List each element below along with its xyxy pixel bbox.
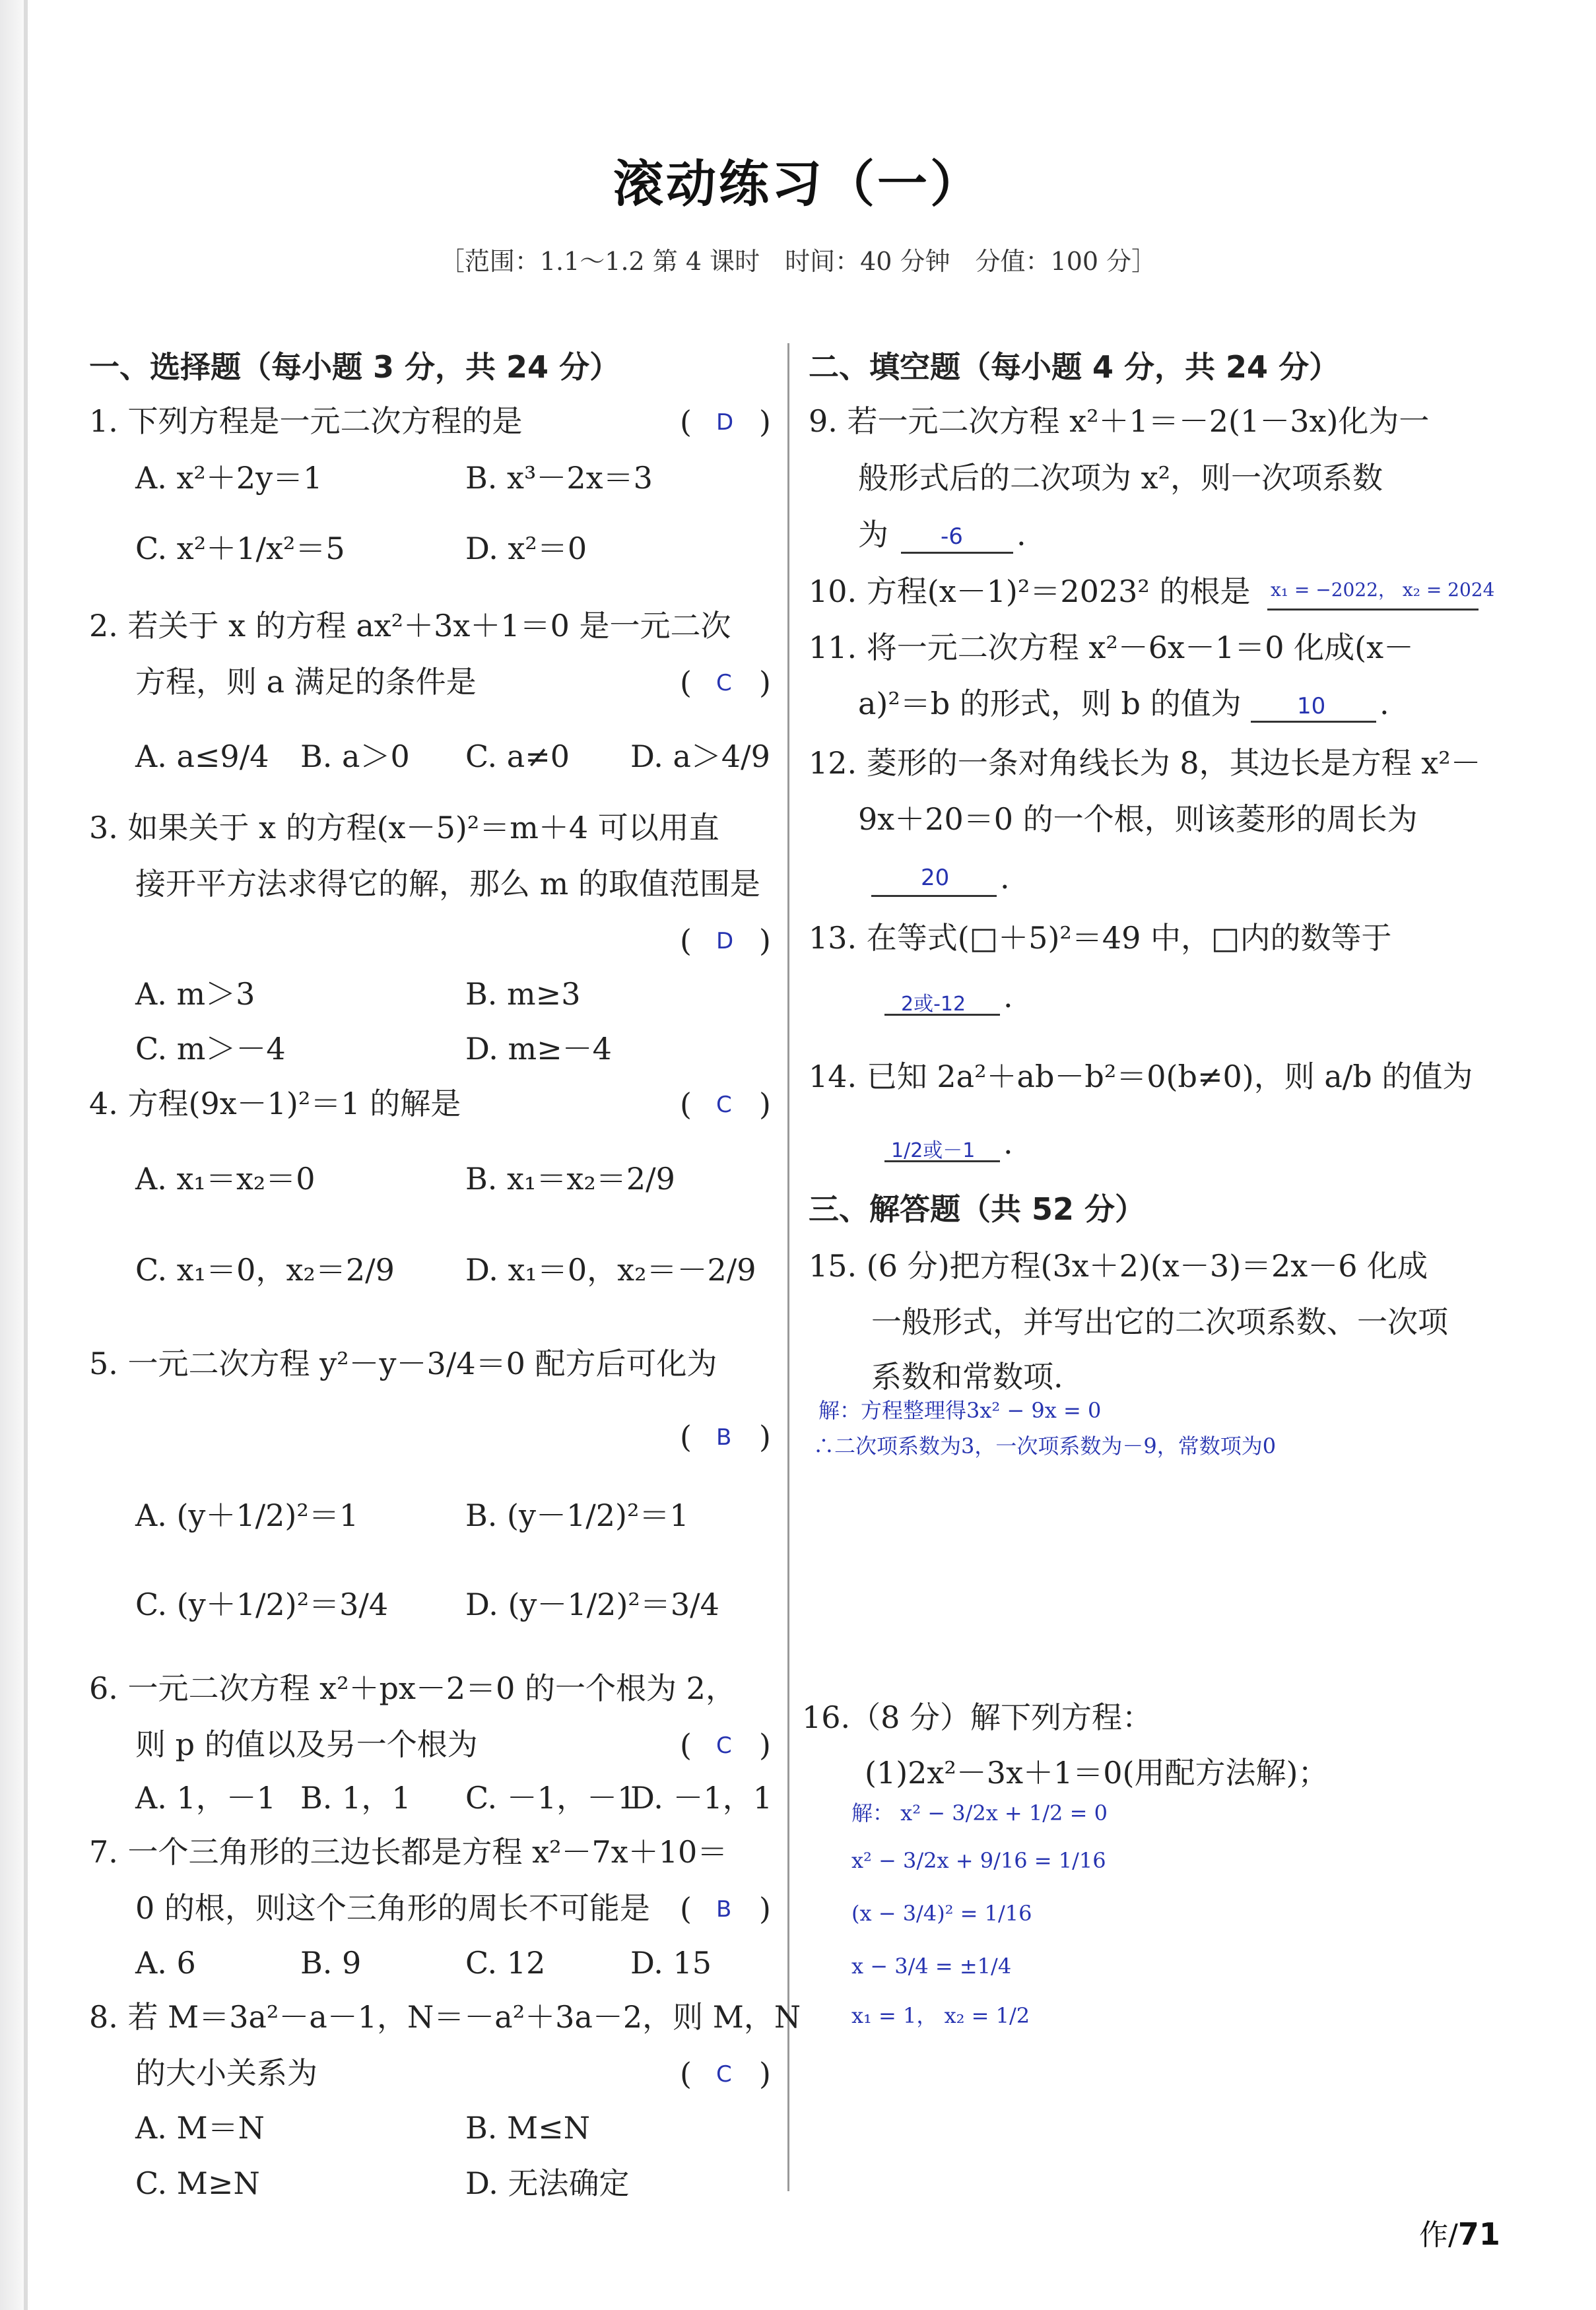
q7-paren-close: ) xyxy=(759,1891,771,1927)
q6-line1: 6. 一元二次方程 x²＋px－2＝0 的一个根为 2， xyxy=(89,1670,736,1706)
q4-option-b: B. x₁＝x₂＝2/9 xyxy=(465,1161,675,1197)
q8-line1: 8. 若 M＝3a²－a－1，N＝－a²＋3a－2，则 M，N xyxy=(89,1999,801,2035)
q12-period: . xyxy=(1000,860,1010,896)
q5-option-b: B. (y－1/2)²＝1 xyxy=(465,1498,689,1533)
q4-paren-open: ( xyxy=(680,1086,692,1122)
q2-answer: C xyxy=(716,670,732,696)
q16-step3: (x − 3/4)² = 1/16 xyxy=(851,1901,1032,1926)
q4-option-c: C. x₁＝0，x₂＝2/9 xyxy=(135,1252,395,1288)
q1-option-b: B. x³－2x＝3 xyxy=(465,460,653,496)
q15-line3: 系数和常数项. xyxy=(871,1359,1063,1395)
q13-stem: 13. 在等式(□＋5)²＝49 中，□内的数等于 xyxy=(809,920,1392,956)
q7-line1: 7. 一个三角形的三边长都是方程 x²－7x＋10＝ xyxy=(89,1834,728,1870)
q7-option-c: C. 12 xyxy=(465,1945,546,1981)
q3-option-b: B. m≥3 xyxy=(465,976,581,1012)
q8-option-d: D. 无法确定 xyxy=(465,2165,630,2201)
q4-option-d: D. x₁＝0，x₂＝－2/9 xyxy=(465,1252,756,1288)
q8-paren-open: ( xyxy=(680,2056,692,2092)
column-divider xyxy=(787,343,789,2191)
q6-answer: C xyxy=(716,1732,732,1759)
q3-paren-open: ( xyxy=(680,923,692,958)
section-fill-heading: 二、填空题（每小题 4 分，共 24 分） xyxy=(809,349,1340,385)
q4-stem: 4. 方程(9x－1)²＝1 的解是 xyxy=(89,1086,461,1121)
q15-solution-line2: ∴二次项系数为3，一次项系数为－9，常数项为0 xyxy=(813,1434,1277,1459)
page-prefix: 作/ xyxy=(1419,2218,1458,2252)
q9-answer: -6 xyxy=(941,523,963,550)
q9-line3: 为 xyxy=(858,517,888,552)
q7-line2: 0 的根，则这个三角形的周长不可能是 xyxy=(135,1890,650,1926)
q5-option-d: D. (y－1/2)²＝3/4 xyxy=(465,1587,719,1622)
page-binding-shadow xyxy=(24,0,28,2310)
q5-paren-open: ( xyxy=(680,1419,692,1455)
q11-line2: a)²＝b 的形式，则 b 的值为 xyxy=(858,686,1242,721)
q1-option-a: A. x²＋2y＝1 xyxy=(135,460,323,496)
q8-option-c: C. M≥N xyxy=(135,2165,260,2201)
q2-option-b: B. a＞0 xyxy=(300,739,410,774)
q5-paren-close: ) xyxy=(759,1419,771,1455)
q1-option-d: D. x²＝0 xyxy=(465,531,587,566)
q1-paren-close: ) xyxy=(759,404,771,440)
q11-answer: 10 xyxy=(1297,693,1326,719)
q15-solution-line1: 解：方程整理得3x² − 9x = 0 xyxy=(818,1398,1102,1423)
page-title: 滚动练习（一） xyxy=(613,154,983,213)
q2-line2: 方程，则 a 满足的条件是 xyxy=(135,664,477,700)
q12-line2: 9x＋20＝0 的一个根，则该菱形的周长为 xyxy=(858,801,1418,837)
q3-option-a: A. m＞3 xyxy=(135,976,255,1012)
q6-paren-close: ) xyxy=(759,1727,771,1763)
q2-option-c: C. a≠0 xyxy=(465,739,570,774)
q5-option-c: C. (y＋1/2)²＝3/4 xyxy=(135,1587,389,1622)
q6-option-c: C. －1，－1 xyxy=(465,1780,637,1816)
q9-period: . xyxy=(1016,517,1026,552)
q7-option-d: D. 15 xyxy=(630,1945,712,1981)
q3-option-d: D. m≥－4 xyxy=(465,1031,612,1067)
page-number-value: 71 xyxy=(1457,2216,1500,2252)
q12-line1: 12. 菱形的一条对角线长为 8，其边长是方程 x²－ xyxy=(809,745,1481,781)
q16-step2: x² − 3/2x + 9/16 = 1/16 xyxy=(851,1848,1106,1873)
q8-option-b: B. M≤N xyxy=(465,2110,590,2146)
q10-answer: x₁ = −2022， x₂ = 2024 xyxy=(1271,579,1495,601)
q13-answer: 2或-12 xyxy=(901,993,966,1016)
q7-paren-open: ( xyxy=(680,1891,692,1927)
q15-line1: 15. (6 分)把方程(3x＋2)(x－3)＝2x－6 化成 xyxy=(809,1248,1428,1284)
q2-option-a: A. a≤9/4 xyxy=(135,739,269,774)
q14-answer: 1/2或－1 xyxy=(891,1139,976,1162)
q2-paren-open: ( xyxy=(680,665,692,700)
q9-line1: 9. 若一元二次方程 x²＋1＝－2(1－3x)化为一 xyxy=(809,403,1430,439)
q2-option-d: D. a＞4/9 xyxy=(630,739,770,774)
q7-answer: B xyxy=(716,1896,732,1923)
exam-scope: ［范围：1.1～1.2 第 4 课时 时间：40 分钟 分值：100 分］ xyxy=(439,247,1157,276)
q8-paren-close: ) xyxy=(759,2056,771,2092)
q5-answer: B xyxy=(716,1424,732,1451)
q6-option-a: A. 1，－1 xyxy=(135,1780,276,1816)
q7-option-b: B. 9 xyxy=(300,1945,362,1981)
q3-answer: D xyxy=(716,928,734,954)
q3-option-c: C. m＞－4 xyxy=(135,1031,286,1067)
q11-period: . xyxy=(1380,686,1389,721)
q5-stem: 5. 一元二次方程 y²－y－3/4＝0 配方后可化为 xyxy=(89,1346,717,1381)
q11-line1: 11. 将一元二次方程 x²－6x－1＝0 化成(x－ xyxy=(809,630,1414,665)
q6-paren-open: ( xyxy=(680,1727,692,1763)
q16-subquestion-1: (1)2x²－3x＋1＝0(用配方法解)； xyxy=(865,1755,1329,1791)
q14-stem: 14. 已知 2a²＋ab－b²＝0(b≠0)，则 a/b 的值为 xyxy=(809,1059,1473,1094)
q10-stem: 10. 方程(x－1)²＝2023² 的根是 xyxy=(809,574,1251,609)
q9-line2: 般形式后的二次项为 x²，则一次项系数 xyxy=(858,460,1383,496)
section-choice-heading: 一、选择题（每小题 3 分，共 24 分） xyxy=(89,349,620,385)
q6-option-b: B. 1，1 xyxy=(300,1780,411,1816)
q4-option-a: A. x₁＝x₂＝0 xyxy=(135,1161,316,1197)
q1-stem: 1. 下列方程是一元二次方程的是 xyxy=(89,403,523,439)
q8-option-a: A. M＝N xyxy=(135,2110,265,2146)
q5-option-a: A. (y＋1/2)²＝1 xyxy=(135,1498,359,1533)
q7-option-a: A. 6 xyxy=(135,1945,196,1981)
q16-stem: 16.（8 分）解下列方程： xyxy=(802,1700,1153,1735)
q2-line1: 2. 若关于 x 的方程 ax²＋3x＋1＝0 是一元二次 xyxy=(89,608,731,644)
q3-line1: 3. 如果关于 x 的方程(x－5)²＝m＋4 可以用直 xyxy=(89,810,719,845)
page-number xyxy=(1419,2211,1500,2253)
q8-line2: 的大小关系为 xyxy=(135,2055,317,2091)
q13-period: . xyxy=(1003,979,1013,1014)
q16-step5: x₁ = 1， x₂ = 1/2 xyxy=(851,2003,1030,2028)
q14-period: . xyxy=(1003,1125,1013,1161)
q6-option-d: D. －1，1 xyxy=(630,1780,773,1816)
q3-paren-close: ) xyxy=(759,923,771,958)
section-solve-heading: 三、解答题（共 52 分） xyxy=(809,1191,1146,1227)
q1-answer: D xyxy=(716,409,734,436)
q12-answer: 20 xyxy=(921,865,950,891)
q4-answer: C xyxy=(716,1092,732,1118)
q2-paren-close: ) xyxy=(759,665,771,700)
q1-paren-open: ( xyxy=(680,404,692,440)
q16-step4: x − 3/4 = ±1/4 xyxy=(851,1954,1012,1979)
q6-line2: 则 p 的值以及另一个根为 xyxy=(135,1727,478,1762)
q8-answer: C xyxy=(716,2061,732,2088)
q15-line2: 一般形式，并写出它的二次项系数、一次项 xyxy=(871,1304,1448,1340)
q3-line2: 接开平方法求得它的解，那么 m 的取值范围是 xyxy=(135,866,760,902)
q16-step1: 解： x² − 3/2x + 1/2 = 0 xyxy=(851,1800,1108,1826)
q1-option-c: C. x²＋1/x²＝5 xyxy=(135,531,345,566)
q4-paren-close: ) xyxy=(759,1086,771,1122)
